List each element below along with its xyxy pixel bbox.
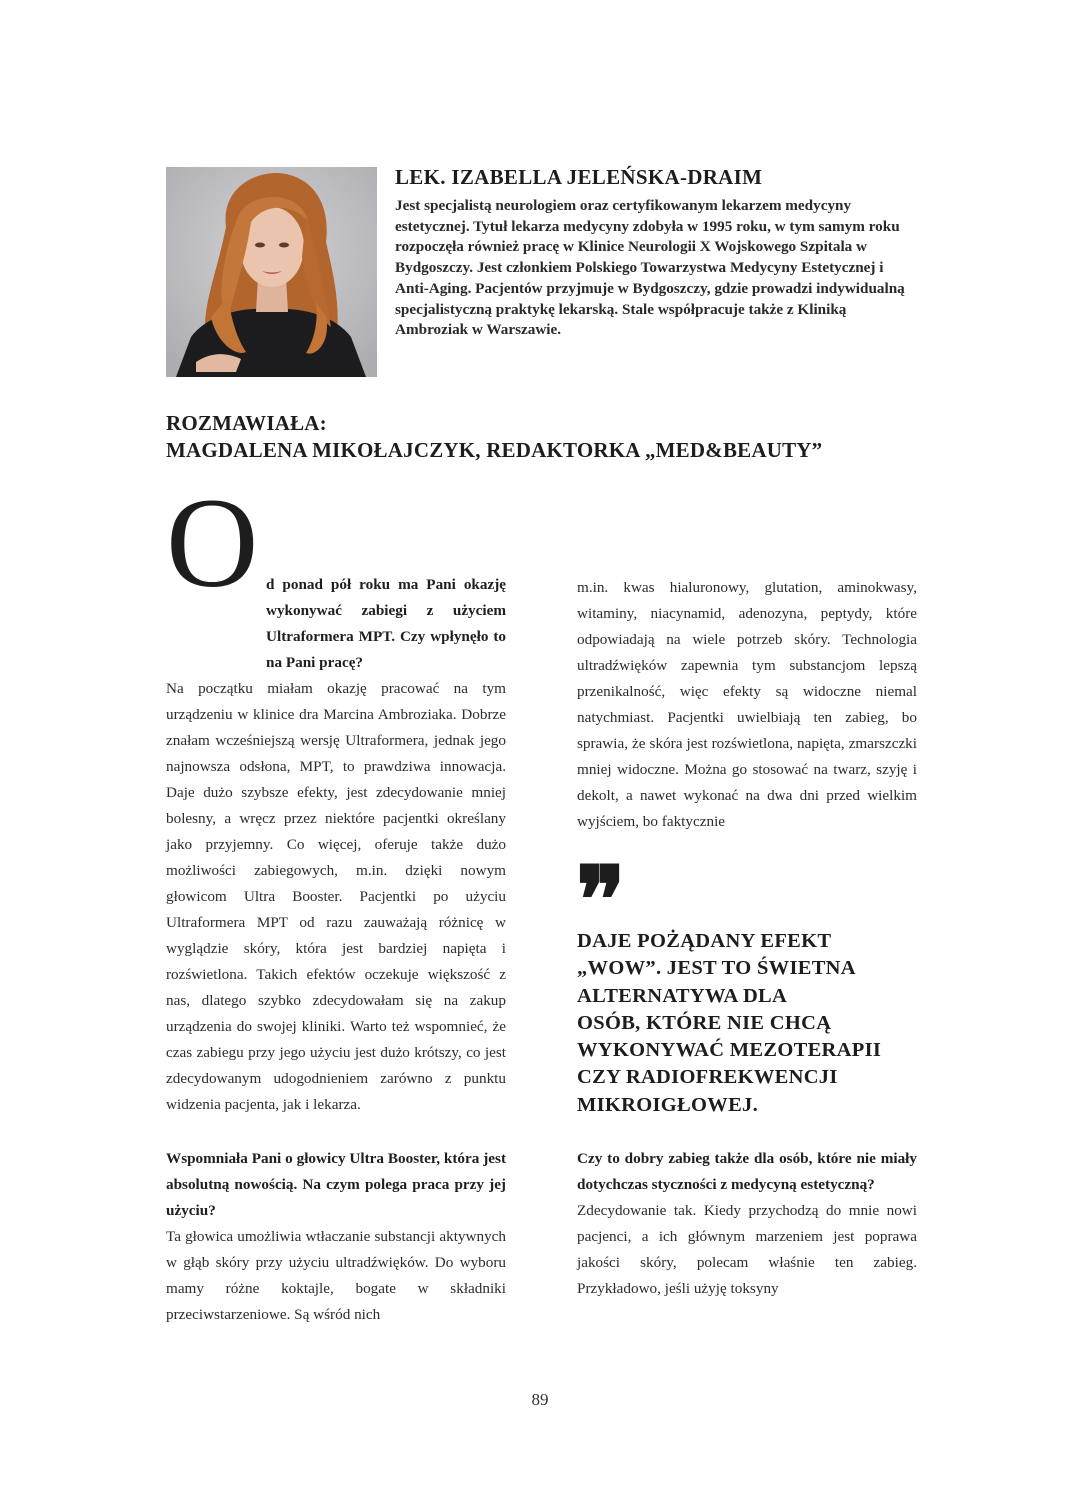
pull-quote-line: „WOW”. JEST TO ŚWIETNA <box>577 957 856 980</box>
pull-quote <box>577 928 922 1119</box>
author-photo <box>166 167 377 377</box>
article-column-right-lower <box>577 1146 917 1302</box>
portrait-illustration <box>166 167 377 377</box>
interviewer-label: ROZMAWIAŁA: <box>166 411 327 435</box>
article-column-right <box>577 575 917 835</box>
interviewer-name: MAGDALENA MIKOŁAJCZYK, REDAKTORKA „MED&BEAUTY” <box>166 438 823 462</box>
quote-mark-icon: ❞ <box>576 850 626 952</box>
author-bio: Jest specjalistą neurologiem oraz certyfikowanym lekarzem medycyny estetycznej. Tytuł lekarza medycyny zdobyła w 1995 roku, w tym samym roku rozpoczęła również pracę w Klinice Neurologii X Wojskowego Szpitala w Bydgoszczy. Jest członkiem Polskiego Towarzystwa Medycyny Estetycznej i Anti-Aging. Pacjentów przyjmuje w Bydgoszczy, gdzie prowadzi indywidualną specjalistyczną praktykę lekarską. Stale współpracuje także z Kliniką Ambroziak w Warszawie. <box>395 197 905 339</box>
question-1: d ponad pół roku ma Pani okazję wykonywać zabiegi z użyciem Ultraformera MPT. Czy wpłynęło to na Pani pracę? <box>266 576 506 671</box>
pull-quote-line: CZY RADIOFREKWENCJI <box>577 1066 838 1089</box>
pull-quote-line: DAJE POŻĄDANY EFEKT <box>577 930 832 952</box>
article-column-left-lower <box>166 1146 506 1328</box>
pull-quote-line: OSÓB, KTÓRE NIE CHCĄ <box>577 1011 832 1034</box>
article-column-left <box>166 572 506 1118</box>
question-2: Wspomniała Pani o głowicy Ultra Booster, która jest absolutną nowością. Na czym polega praca przy jej użyciu? <box>166 1150 506 1219</box>
interviewer-credit <box>166 410 926 464</box>
pull-quote-line: MIKROIGŁOWEJ. <box>577 1093 759 1116</box>
answer-1: Na początku miałam okazję pracować na tym urządzeniu w klinice dra Marcina Ambroziaka. Dobrze znałam wcześniejszą wersję Ultraformera, jednak jego najnowsza odsłona, MPT, to prawdziwa innowacja. Daje dużo szybsze efekty, jest zdecydowanie mniej bolesny, a wręcz przez niektóre pacjentki określany jako przyjemny. Co więcej, oferuje także dużo możliwości zabiegowych, m.in. dzięki nowym głowicom Ultra Booster. Pacjentki po użyciu Ultraformera MPT od razu zauważają różnicę w wyglądzie skóry, która jest bardziej napięta i rozświetlona. Takich efektów oczekuje większość z nas, dlatego szybko zdecydowałam się na zakup urządzenia do swojej kliniki. Warto też wspomnieć, że czas zabiegu przy jego użyciu jest dużo krótszy, co jest zdecydowanym udogodnieniem zarówno z punktu widzenia pacjenta, jak i lekarza. <box>166 680 506 1113</box>
answer-2-continued: m.in. kwas hialuronowy, glutation, aminokwasy, witaminy, niacynamid, adenozyna, peptydy, które odpowiadają na wiele potrzeb skóry. Technologia ultradźwięków zapewnia tym substancjom lepszą przenikalność, więc efekty są widoczne niemal natychmiast. Pacjentki uwielbiają ten zabieg, bo sprawia, że skóra jest rozświetlona, napięta, zmarszczki mniej widoczne. Można go stosować na twarz, szyję i dekolt, a nawet wykonać na dwa dni przed wielkim wyjściem, bo faktycznie <box>577 579 917 830</box>
author-name: LEK. IZABELLA JELEŃSKA-DRAIM <box>395 165 763 189</box>
pull-quote-line: WYKONYWAĆ MEZOTERAPII <box>577 1039 882 1062</box>
pull-quote-line: ALTERNATYWA DLA <box>577 984 788 1007</box>
answer-2: Ta głowica umożliwia wtłaczanie substancji aktywnych w głąb skóry przy użyciu ultradźwięków. Do wyboru mamy różne koktajle, bogate w składniki przeciwstarzeniowe. Są wśród nich <box>166 1228 506 1323</box>
page-number: 89 <box>531 1390 549 1409</box>
drop-cap: O <box>166 472 259 614</box>
question-3: Czy to dobry zabieg także dla osób, które nie miały dotychczas styczności z medycyną estetyczną? <box>577 1150 917 1193</box>
answer-3: Zdecydowanie tak. Kiedy przychodzą do mnie nowi pacjenci, a ich głównym marzeniem jest poprawa jakości skóry, polecam właśnie ten zabieg. Przykładowo, jeśli użyję toksyny <box>577 1202 917 1297</box>
